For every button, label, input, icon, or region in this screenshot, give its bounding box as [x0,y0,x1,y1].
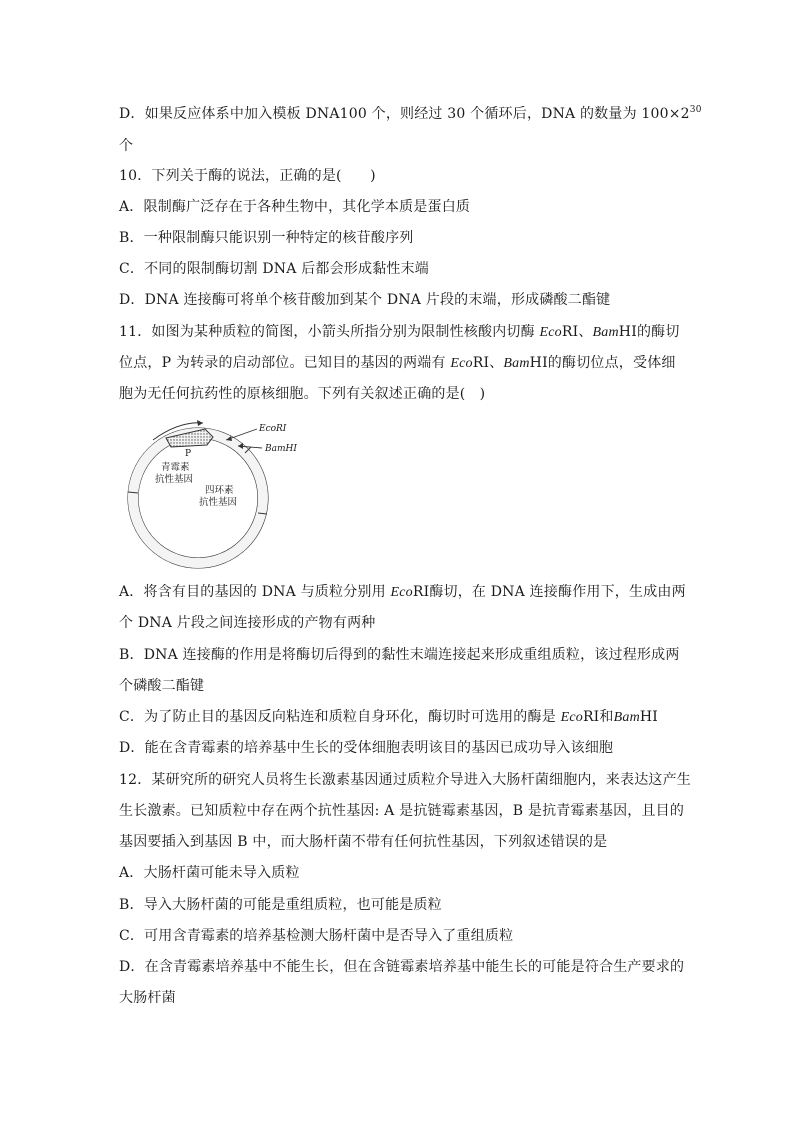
text: 11．如图为某种质粒的简图，小箭头所指分别为限制性核酸内切酶 [119,324,540,340]
text: RⅠ [582,709,600,725]
enzyme-bamhi: Bam [592,325,619,340]
q11-option-d: D．能在含青霉素的培养基中生长的受体细胞表明该目的基因已成功导入该细胞 [119,740,614,756]
q10-option-d: D．DNA 连接酶可将单个核苷酸加到某个 DNA 片段的末端，形成磷酸二酯键 [119,292,611,308]
q10-option-a: A．限制酶广泛存在于各种生物中，其化学本质是蛋白质 [119,199,471,215]
q11-stem-line-3: 胞为无任何抗药性的原核细胞。下列有关叙述正确的是( ) [119,386,486,402]
text: 酶切，在 DNA 连接酶作用下，生成由两 [429,584,686,600]
text: 和 [599,709,614,725]
label-pen-gene-2: 抗性基因 [155,474,194,485]
label-ecori: EcoRⅠ [259,424,287,434]
plasmid-inner-ring [138,438,258,558]
enzyme-ecori: Eco [539,325,562,340]
q11-stem-line-2 [119,353,676,374]
q12-option-a: A．大肠杆菌可能未导入质粒 [119,865,300,881]
plasmid-band [128,428,268,568]
text: 位点，P 为转录的启动部位。已知目的基因的两端有 [119,355,451,371]
text: RⅠ [412,584,430,600]
text: 的酶切位点，受体细 [547,355,676,371]
q12-stem-line-1: 12．某研究所的研究人员将生长激素基因通过质粒介导进入大肠杆菌细胞内，来表达这产生 [119,772,692,788]
exponent: 30 [689,105,702,115]
q9-option-d-cont: 个 [119,138,134,154]
q11-option-a-line-1 [119,582,686,603]
label-pen-gene-1: 青霉素 [161,462,190,473]
q12-stem-line-3: 基因要插入到基因 B 中，而大肠杆菌不带有任何抗性基因，下列叙述错误的是 [119,834,608,850]
label-promoter-p: P [185,449,192,459]
q9-option-d-text: D．如果反应体系中加入模板 DNA100 个，则经过 30 个循环后，DNA 的数量为 100×2 [119,106,690,122]
q12-option-b: B．导入大肠杆菌的可能是重组质粒，也可能是质粒 [119,897,442,913]
label-tet-gene-1: 四环素 [205,485,234,496]
text: HⅠ [639,709,659,725]
enzyme-ecori: Eco [390,585,413,600]
q12-option-d-line-2: 大肠杆菌 [119,990,176,1006]
q11-stem-line-1 [119,322,680,343]
q9-option-d [119,104,702,124]
q12-stem-line-2: 生长激素。已知质粒中存在两个抗性基因: A 是抗链霉素基因，B 是抗青霉素基因，且目的 [119,803,685,819]
q12-option-d-line-1: D．在含青霉素培养基中不能生长，但在含链霉素培养基中能生长的可能是符合生产要求的 [119,959,685,975]
q11-option-b-line-1: B．DNA 连接酶的作用是将酶切后得到的黏性末端连接起来形成重组质粒，该过程形成两 [119,647,680,663]
q11-option-c [119,707,658,728]
q11-option-b-line-2: 个磷酸二酯键 [119,678,205,694]
enzyme-bamhi: Bam [503,356,530,371]
arrowhead-icon [197,420,203,426]
text: HⅠ [529,355,548,371]
text: HⅠ [618,324,637,340]
plasmid-diagram [119,418,309,570]
enzyme-ecori: Eco [560,710,583,725]
text: 、 [578,324,593,340]
text: C．为了防止目的基因反向粘连和质粒自身环化，酶切时可选用的酶是 [119,709,561,725]
enzyme-ecori: Eco [450,356,473,371]
label-bamhi: BamHⅠ [265,444,297,454]
text: RⅠ [472,355,490,371]
text: A．将含有目的基因的 DNA 与质粒分别用 [119,584,391,600]
q11-option-a-line-2: 个 DNA 片段之间连接形成的产物有两种 [119,615,376,631]
label-tet-gene-2: 抗性基因 [199,497,238,508]
q12-option-c: C．可用含青霉素的培养基检测大肠杆菌中是否导入了重组质粒 [119,928,514,944]
q10-option-c: C．不同的限制酶切割 DNA 后都会形成黏性末端 [119,261,429,277]
text: 的酶切 [636,324,680,340]
q10-option-b: B．一种限制酶只能识别一种特定的核苷酸序列 [119,230,414,246]
enzyme-bamhi: Bam [613,710,640,725]
text: RⅠ [561,324,579,340]
q10-stem: 10．下列关于酶的说法，正确的是( ) [119,168,376,184]
text: 、 [489,355,504,371]
